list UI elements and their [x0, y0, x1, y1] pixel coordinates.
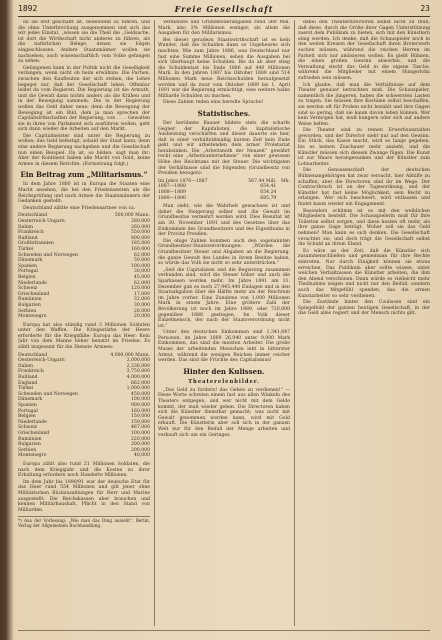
war-army-table	[18, 353, 150, 459]
table-cell: Bulgarien	[18, 442, 41, 448]
table-cell: Portugal	[18, 269, 38, 275]
table-cell: 654,41	[260, 184, 277, 190]
paragraph: Ich glaube, daß man die Verhältnisse auf dem Theater genauer betrachten muß. Die Schauspieler, namentlich die jüngeren, haben die schwersten Lasten zu tragen. Sie müssen ihre Kostüme selbst beschaffen, sie werden oft für Proben nicht bezahlt und ihre Gagen sind so gering, daß sie kaum davon leben können. Wer kein Vermögen hat, muß hungern oder sich auf andere Weise helfen.	[298, 82, 430, 127]
table-cell: Serbien	[18, 308, 37, 314]
section-heading-kulissen: Hinter den Kulissen.	[183, 366, 265, 376]
column-1	[18, 20, 150, 632]
column-divider	[154, 20, 155, 626]
table-row	[158, 196, 290, 202]
table-cell: Griechenland	[18, 430, 50, 436]
paragraph: Unter den deutschen Einkommen sind 1,341,647 Personen, im Jahre 1889 26,040 unter 9,000 Mark Einkommen, das sind die meisten Arbeiter. Die große Masse der arbeitenden Menschen lebt in bitterster Armut, während die wenigen Reichen immer reicher werden. Das sind die Früchte des Capitalismus!	[158, 330, 290, 364]
column-3	[298, 20, 430, 632]
table-cell: 487,000	[131, 425, 150, 431]
table-cell: Portugal	[18, 408, 38, 414]
table-cell: 150,000	[131, 414, 150, 420]
paragraph: Besonders schlimm ist es mit den weiblichen Mitgliedern bestellt. Die Schauspielerin muß für ihre Toiletten selbst sorgen, und diese kosten oft mehr, als ihre ganze Gage beträgt. Woher soll sie das Geld nehmen? Man kann es sich denken. Die Gesellschaft verachtet sie, und doch trägt die Gesellschaft selbst die Schuld an ihrem Elend.	[298, 208, 430, 248]
table-cell: Spanien	[18, 263, 37, 269]
table-cell: 685,79	[260, 195, 277, 201]
table-cell: 160,000	[131, 408, 150, 414]
table-cell: 28,000	[133, 308, 150, 314]
table-cell: 17,000	[133, 291, 150, 297]
table-cell: 550,000	[131, 230, 150, 236]
paragraph: Europa zählt also rund 21 Millionen Soldaten, die nach dem Kriegsjahr und die Kosten zu ihrer Erhaltung erfordern noch Hunderte Millionen.	[18, 461, 150, 479]
table-cell: Großbritannien	[18, 241, 54, 247]
table-cell: 2,000,000	[126, 358, 150, 364]
paragraph: Bei dieser geradezu Staatswirthschaft ist es kein Wunder, daß die Schulden dann so Ungeheures sich machten. Wie zum Jahre 1886, was Deutschland nur fast eine Summe Millionen, sehen die Ausgaben bei sich überhaupt keine Schulden. Bis da ab aber stieg die Schuldenlast bis Ende 1886 auf 440 Millionen Mark. In den Jahren 1887 bis Oktober 1889 sind 514 Millionen Mark neue Reichsschulden heraufgesetzt worden und da zwar vom Oktober 1889 bis 1. April 1891 war die Regierung ermächtigt, eine weitere halbe Milliarde Schulden zu machen.	[158, 37, 290, 99]
paragraph: da sie erst geschafft ist, bedeutend zu führen, und die ohne Unterbrechung ausgenommen und sich das wir jedes Einstal, „wissen sie die Theil die „Geldsache, ist dort die Wirthschaft nicht anderes zu führen, als die natürlichen Belege, denen sie folgen eingeschlossen. Andere Staatsmänner wollen sie nachsehen, auch wissenschaftlich vom Volke gefangen zu sehen.	[18, 20, 150, 65]
table-cell: Schweden und Norwegen	[18, 252, 78, 258]
table-cell: Oesterreich-Ungarn	[18, 219, 65, 224]
table-cell: 62,000	[133, 252, 150, 258]
table-cell: Rußland	[18, 375, 38, 381]
table-cell: Griechenland	[18, 291, 50, 297]
paragraph: Europa hat also ständig rund 3 Millionen Soldaten unter den Waffen. Die Kriegsstärke der Heere erforderte für die Kriegsfälle: Europa das Heer: Kein Jahr von dem Manne höher benutzt im Frieden. Es zählt insgesamt für die Dienste Armeen:	[18, 322, 150, 351]
table-cell: 120,000	[131, 286, 150, 292]
section-heading-militarismus: Ein Beitrag zum „Militarismus.“	[20, 170, 148, 180]
table-cell: Deutschland	[18, 352, 48, 358]
table-cell: Belgien	[18, 414, 36, 420]
table-row	[18, 314, 150, 320]
paragraph: Diese Zahlen reden eine beredte Sprache!	[163, 100, 264, 106]
table-cell: 500,000 Mann.	[114, 213, 150, 219]
section-heading-statistisches: Statistisches.	[197, 108, 251, 118]
table-cell: 40,000	[133, 453, 150, 459]
table-cell: 2,236,000	[126, 363, 150, 369]
table-cell: Schweden und Norwegen	[18, 391, 78, 397]
table-cell: Türkei	[18, 386, 34, 392]
paragraph: Die obige Zahlen kommen auch den sogenannten Grundbesitzer-Staatsverordnungen: „Würden die Grundbesitzer Steuer und Abgaben an die Regierung, die ganze Gewalt des Landes in ihrem Besitze haben, so würde das Volk sie nicht so sehr unterdrücken.“	[158, 238, 290, 267]
paragraph: Die Zustände hinter den Coulissen sind ein Spiegelbild der ganzen heutigen Gesellschaft, in der das Geld alles regiert und der Mensch nichts gilt.	[298, 300, 430, 317]
paragraph: Man sieht, wie die Wahrheit gewachsen ist und daher die Steigerung selber und die Gewalt im Grundbesitze vermehrt worden wird. Dies Resultat ist am 30. November 1891 und des Gesetzes über das Einkommen des Grundbesitzers und des Eigenthums in der Provinz Preußen.	[158, 204, 290, 238]
table-cell: 50,000	[133, 258, 150, 264]
table-cell	[276, 196, 290, 202]
page-header	[18, 4, 430, 16]
table-cell: 20,000	[133, 314, 150, 320]
table-cell: Schweiz	[18, 425, 38, 431]
table-cell: Serbien	[18, 447, 37, 453]
footer-rule	[18, 630, 430, 631]
table-cell: England	[18, 380, 38, 386]
table-cell: Mk.	[281, 178, 290, 184]
table-cell: 30,000	[133, 302, 150, 308]
table-cell: Deutschland	[18, 213, 48, 219]
table-cell: 1889—1890	[158, 195, 186, 201]
column-divider	[294, 20, 295, 626]
section-subheading: Theaterelenbilder.	[188, 378, 260, 385]
header-page-number: 23	[420, 4, 430, 13]
table-cell: 800,000	[131, 235, 150, 241]
table-cell: 200,000	[131, 442, 150, 448]
table-cell: 900,000	[131, 403, 150, 408]
table-cell: 567,44 Mill.	[248, 178, 277, 184]
table-cell: 160,000	[131, 246, 150, 252]
table-cell: 1888—1889	[158, 190, 186, 196]
table-cell: Schweiz	[18, 286, 38, 292]
table-cell: Montenegro	[18, 453, 47, 459]
table-cell: 220,000	[131, 436, 150, 442]
table-cell: Montenegro	[18, 314, 47, 320]
table-cell: 32,000	[133, 297, 150, 303]
table-cell: 280,000	[131, 219, 150, 224]
table-cell: Italien	[18, 363, 34, 369]
paragraph: Es wäre an der Zeit, daß die Künstler sich zusammenschließen und gemeinsam für ihre Rechte eintreten. Nur durch Einigkeit können sie etwas erreichen. Das Publikum aber sollte wissen, unter welchen Verhältnissen die Künstler arbeiten, die ihm den Abend verschönen. Dann würde es vielleicht mehr Theilnahme zeigen und nicht nur den Beifall, sondern auch das Mitgefühl spenden, das die armen Kunstarbeiter so sehr verdienen.	[298, 248, 430, 299]
table-cell: Oesterreich-Ungarn	[18, 358, 65, 364]
table-cell: Bulgarien	[18, 302, 41, 308]
table-cell: 30,000	[133, 269, 150, 275]
table-cell: 100,000	[131, 263, 150, 269]
table-cell: Frankreich	[18, 230, 44, 236]
header-title: Freie Gesellschaft	[174, 4, 274, 14]
income-table	[158, 179, 290, 201]
paragraph: Verdienste und Grundsteuerabgaben rund 560 Mill. Mark, also 3% Millionen weniger, als allein die Ausgaben für den Militarismus.	[158, 20, 290, 37]
paragraph: Die Genossenschaft der deutschen Bühnenangehörigen hat zwar versucht, hier Abhilfe zu schaffen, aber die Directoren sind ihr im Wege. Der Contractbruch ist an der Tagesordnung, und der Künstler hat fast keine Möglichkeit, sein Recht zu erlangen. Wer sich beschwert, wird entlassen und findet kaum wieder ein Engagement.	[298, 168, 430, 207]
table-cell: Dänemark	[18, 258, 43, 264]
table-cell: Rumänien	[18, 297, 42, 303]
paragraph: Im dem Jahr bis 1890/91 war der deutsche Etat für das Heer rund 554 Millionen und gilt jener ohne Militärischen Rückzuzahlungen für Herr und Marine ausgestellt. Die Reichskassen aber brauchen und kennen Militärhaushalt, Pflicht in den Stand von Milliarden.	[18, 479, 150, 513]
paragraph: dabei den Theaterdirectoren selbst nicht zu thun, daß diese, durch die Größe ihrer Gagen Unterstützung zuerst dem Publikum zu bieten, sich mit den Künstlern einig werden. Ich denke, daß die Schauspieler noch in den weiten Kreisen der Gesellschaft ihren Broterwerb suchen müssen, während die reichen Herren im Parkett sich nur amüsieren wollen. Es giebt Bühnen, die einen großen Gewinn abwerfen, und die Verwaltung steckt das Geld in die eigene Tasche, während die Mitglieder mit einem Hungerlohn zufrieden sein müssen.	[298, 20, 430, 81]
table-cell: 200,000	[131, 447, 150, 453]
peace-army-table	[18, 213, 150, 319]
paragraph: Gefangenen kann in der Politik nicht die Geselligkeit verlangen, wenn nicht ob beim erwähnte. Die Partien, zwischen den Kaufleuten der sich stehen, die Lehre begeget nur, daß der Gesellschaft leben. Offenbar leidet da vom Regieren. Die Regierung ist die Armuth, und die Gewalt dann nichts anders als die Krähen und in der Bewegung sammeln. Die in der Regierung wollen das Geld daher neue; denn die Bewegung der Bewegung ist ein Bild, dem ja man sprechen der Capitalwirthschaften der Regierung, von . . . Gewalten sie in ihren von Parlament sich ausführen wollen, geht sich dann wieder die Arbeiten auf den Markt.	[18, 65, 150, 133]
table-row	[18, 453, 150, 459]
footnote: *) Aus der Vorlesung: „Wie man das Ding ansieht“. Berlin, Verlag der Allgemeinen Buchhandlung.	[18, 518, 150, 529]
table-cell: Dänemark	[18, 397, 43, 403]
table-cell: 1887—1888	[158, 184, 186, 190]
paragraph: Die Capitalmeister sind unter die Regierung zu wollen; das Geld befestigt, sobald der Staat kann; denn eine andere Regierung nachgeben und die Gesellschaft nun einen Beispiel. Da ist, so bilden: sagt man ihr: Aber der Kontinent haben alle Macht von Gold, keine Armee in diesem Berichte. (Fortsetzung folgt.)	[18, 133, 150, 167]
table-cell: 662,000	[131, 380, 150, 386]
paragraph: Der berühmte Baauer bildete stets die scharfe Gegner der Kapitalisten, die kapitalistische Ausbeutung verschärfen und dieser dauerte sie hier, daß in einer verhältnißmäßig kurzen Zeit kein Ende geht und wir arbeitenden dem armer Proletariat herabsinken. Die „Arbeitsnoth der Neuzeit“ gewährt recht eine „Arbeitsunternehmen“ von einer gewissen Höhe des Reichtums mit der Steuer. Die wichtigsten der Verhältnisse sind die folgenden (Grundbesitz von Preußen bezogen):	[158, 120, 290, 177]
table-cell: 62,000	[133, 280, 150, 286]
table-cell: 100,000	[131, 397, 150, 403]
paragraph: Die Theater sind zu reinen Erwerbsanstalten geworden, und der Director sieht nur auf den Gewinn. Ein Stück, das Kasse macht, wird so lange gegeben, bis es keinen Zuschauer mehr anzieht, und die Künstler müssen sich diesem Zwange fügen. Die Kunst ist zur Waare herabgesunken und der Künstler zum Lohnarbeiter.	[298, 128, 430, 167]
table-cell: 260,000	[131, 224, 150, 230]
table-cell: 1,000,000	[126, 386, 150, 392]
paragraph: In dem Jahre 1880 ist in Europa die Staaten eine Macht ansehen, die bei den Friedenszeiten als die Reichsprüfung und nach Armee die Staatsmännern der Gedanken gestellt:	[18, 182, 150, 205]
table-cell: 100,000	[131, 430, 150, 436]
table-cell: Italien	[18, 224, 34, 230]
header-rule	[18, 16, 430, 17]
paragraph: „Das Geld zu fordern! das Geben zu verdienen!“ — Diese Worte schreien einem fast aus allen Winkeln des Theaters entgegen, und wer nicht mit dem Gelde kommt, der muß wieder gehen. Die Directoren haben sich die Künstler dienstbar gemacht; was nicht mit Gewalt genommen werden kann, wird mit Gold erkauft. Die Künstlerin aber soll sich in der ganzen Welt nur für den Beifall der Menge arbeiten und verkauft sich um ein Geringes.	[158, 387, 290, 438]
table-cell: 150,000	[131, 419, 150, 425]
paragraph: Deutschland zählte eine Friedensarmee von ca.	[23, 205, 136, 211]
table-cell: 4,000,000	[126, 375, 150, 381]
column-2	[158, 20, 290, 632]
table-cell: Spanien	[18, 403, 37, 408]
table-cell: Rumänien	[18, 436, 42, 442]
table-cell: Rußland	[18, 235, 38, 241]
table-cell: Belgien	[18, 274, 36, 280]
table-cell: 450,000	[131, 391, 150, 397]
table-cell: 45,000	[133, 274, 150, 280]
header-year: 1892	[18, 4, 38, 13]
paragraph: „Seit die Capitalisten und die Regierung zusammen verbunden sind, wird die Steuer höher und auch die Sparkassen werden mehr. Im Jahre 1891 am 31. Dezember gab es noch 27,945,440 Einlagen und in den Staatsabgaben über die Hälfte mehr als der Reichtum im Jahre vorher. Eine Zunahme von 1,000 Millionen Mark in einem Jahre. Eine größere Zahl der Bevölkerung ist noch im Jahre 1889, oder 720,000 gegenüber 1888 gestiegen. Im Volk dieser Einzelmensch, der nach der Staatsverordnung nicht ist.“	[158, 267, 290, 329]
table-cell: Türkei	[18, 246, 34, 252]
table-cell: Frankreich	[18, 369, 44, 375]
table-cell: 185,000	[131, 241, 150, 247]
table-cell: 4,000,000 Mann.	[110, 352, 150, 358]
table-cell: 3,750,000	[126, 369, 150, 375]
table-cell: Niederlande	[18, 280, 47, 286]
table-cell: Im Jahre 1876—1887	[158, 178, 208, 184]
table-cell: 654,24	[260, 190, 277, 196]
table-cell: Niederlande	[18, 419, 47, 425]
